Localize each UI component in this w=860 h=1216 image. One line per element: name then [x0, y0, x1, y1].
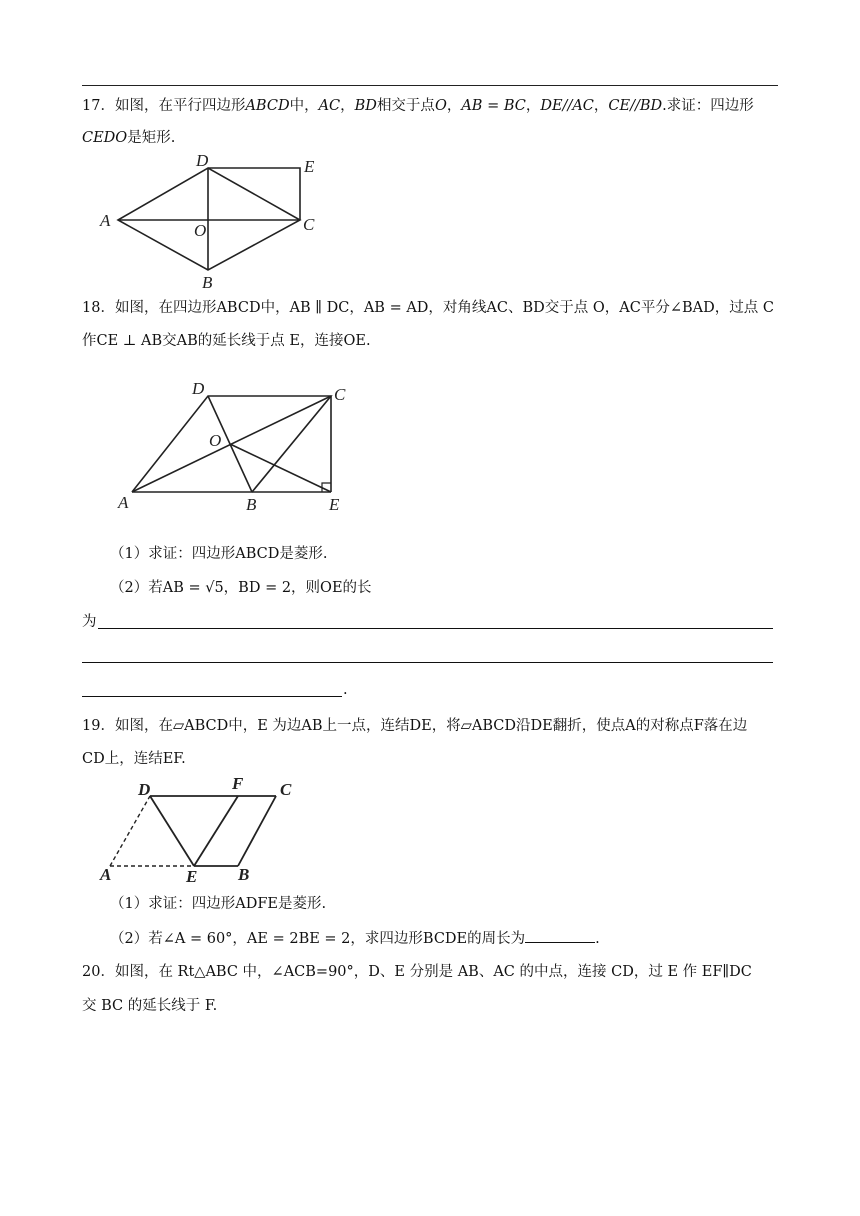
q18-part2: （2）若AB = √5，BD = 2，则OE的长 [110, 580, 372, 596]
q18-label-E: E [329, 495, 340, 514]
q19-part2: （2）若∠A = 60°，AE = 2BE = 2，求四边形BCDE的周长为 . [110, 928, 600, 949]
q18-part1: （1）求证：四边形ABCD是菱形. [110, 546, 328, 562]
q19-answer-blank[interactable] [525, 928, 595, 943]
q19-part1: （1）求证：四边形ADFE是菱形. [110, 896, 327, 912]
q19-label-E: E [186, 867, 198, 884]
q19-label-F: F [232, 774, 244, 793]
q18-label-O: O [209, 431, 222, 450]
header-rule [82, 85, 778, 86]
q18-label-C: C [334, 385, 346, 404]
q17-figure [96, 150, 336, 290]
q17-label-B: B [202, 273, 213, 290]
q17-line2: CEDO是矩形. [82, 130, 176, 146]
q19-label-C: C [280, 780, 292, 799]
q17-label-E: E [304, 157, 315, 176]
q20-line1: 20．如图，在 Rt△ABC 中，∠ACB=90°，D、E 分别是 AB、AC 的中点，连接 CD，过 E 作 EF∥DC [82, 964, 752, 980]
q18-answer-line2[interactable] [82, 662, 773, 663]
q19-label-B: B [238, 865, 250, 884]
q18-wei: 为 [82, 614, 97, 630]
q19-line1: 19．如图，在▱ABCD中，E 为边AB上一点，连结DE，将▱ABCD沿DE翻折，使点A的对称点F落在边 [82, 718, 748, 734]
q18-label-D: D [192, 380, 205, 398]
q18-answer-line3[interactable] [82, 696, 342, 697]
q19-line2: CD上，连结EF. [82, 751, 186, 767]
q18-figure [112, 380, 362, 515]
q17-label-A: A [100, 211, 111, 230]
q17-line1: 17．如图，在平行四边形ABCD中，AC，BD相交于点O，AB = BC，DE//AC，CE//BD.求证：四边形 [82, 98, 754, 114]
q19-figure [96, 772, 306, 884]
q17-label-O: O [194, 221, 207, 240]
q18-period: . [343, 682, 348, 698]
q18-line1: 18．如图，在四边形ABCD中，AB ∥ DC，AB = AD，对角线AC、BD交于点 O，AC平分∠BAD，过点 C [82, 300, 774, 316]
q20-line2: 交 BC 的延长线于 F. [82, 998, 218, 1014]
q18-label-B: B [246, 495, 257, 514]
q18-answer-line1[interactable] [98, 628, 773, 629]
q17-label-C: C [303, 215, 315, 234]
q18-label-A: A [118, 493, 129, 512]
q18-line2: 作CE ⊥ AB交AB的延长线于点 E，连接OE. [82, 333, 371, 349]
q17-label-D: D [196, 151, 209, 170]
q19-label-D: D [138, 780, 151, 799]
q19-label-A: A [100, 865, 112, 884]
